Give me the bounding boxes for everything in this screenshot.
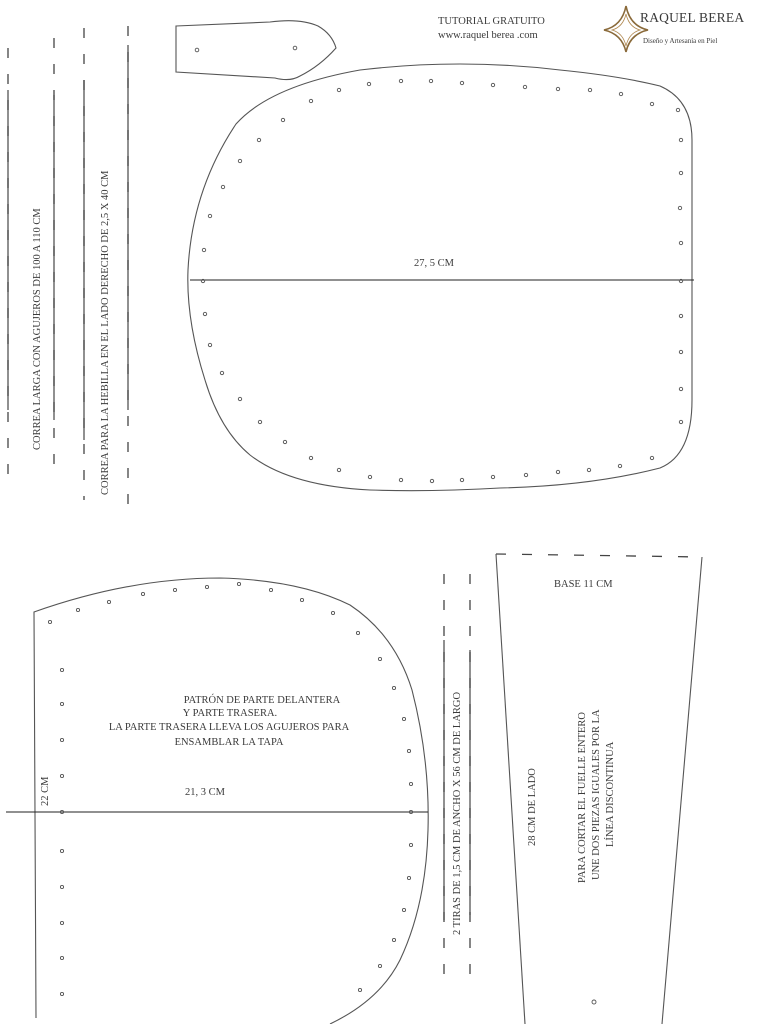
gusset-join-dashed-line bbox=[496, 554, 702, 557]
gusset-note-line3: LÍNEA DISCONTINUA bbox=[605, 741, 616, 847]
front-width-label: 21, 3 CM bbox=[185, 787, 225, 798]
buckle-tab-piece bbox=[176, 21, 336, 80]
tutorial-title: TUTORIAL GRATUITO bbox=[438, 16, 545, 27]
buckle-strap-label: CORREA PARA LA HEBILLA EN EL LADO DERECHO DE 2,5 X 40 CM bbox=[100, 170, 111, 495]
brand-name: RAQUEL BEREA bbox=[640, 10, 745, 25]
front-title-line3: LA PARTE TRASERA LLEVA LOS AGUJEROS PARA bbox=[108, 722, 350, 733]
front-height-label: 22 CM bbox=[40, 776, 51, 806]
gusset-note-line2: UNE DOS PIEZAS IGUALES POR LA bbox=[591, 709, 602, 880]
website-url: www.raquel berea .com bbox=[438, 30, 538, 41]
front-back-piece bbox=[6, 578, 428, 1024]
flap-piece bbox=[188, 64, 694, 491]
front-stitch-holes bbox=[48, 582, 412, 995]
gusset-side-label: 28 CM DE LADO bbox=[527, 768, 538, 846]
front-title-line4: ENSAMBLAR LA TAPA bbox=[174, 737, 284, 748]
header bbox=[438, 16, 545, 41]
gusset-right-edge bbox=[662, 557, 702, 1024]
front-title-line1: PATRÓN DE PARTE DELANTERA bbox=[183, 695, 341, 706]
strips-label: 2 TIRAS DE 1,5 CM DE ANCHO X 56 CM DE LARGO bbox=[452, 691, 463, 935]
brand-logo bbox=[604, 6, 744, 52]
gusset-base-label: BASE 11 CM bbox=[554, 579, 613, 590]
flap-width-label: 27, 5 CM bbox=[414, 258, 454, 269]
gusset-marker-hole bbox=[592, 1000, 596, 1004]
flap-stitch-holes bbox=[201, 79, 682, 482]
gusset-left-edge bbox=[496, 554, 525, 1024]
brand-tagline: Diseño y Artesanía en Piel bbox=[643, 37, 718, 45]
gusset-note-line1: PARA CORTAR EL FUELLE ENTERO bbox=[577, 711, 588, 883]
front-title-line2: Y PARTE TRASERA. bbox=[182, 708, 278, 719]
long-strap-label: CORREA LARGA CON AGUJEROS DE 100 A 110 CM bbox=[32, 208, 43, 450]
